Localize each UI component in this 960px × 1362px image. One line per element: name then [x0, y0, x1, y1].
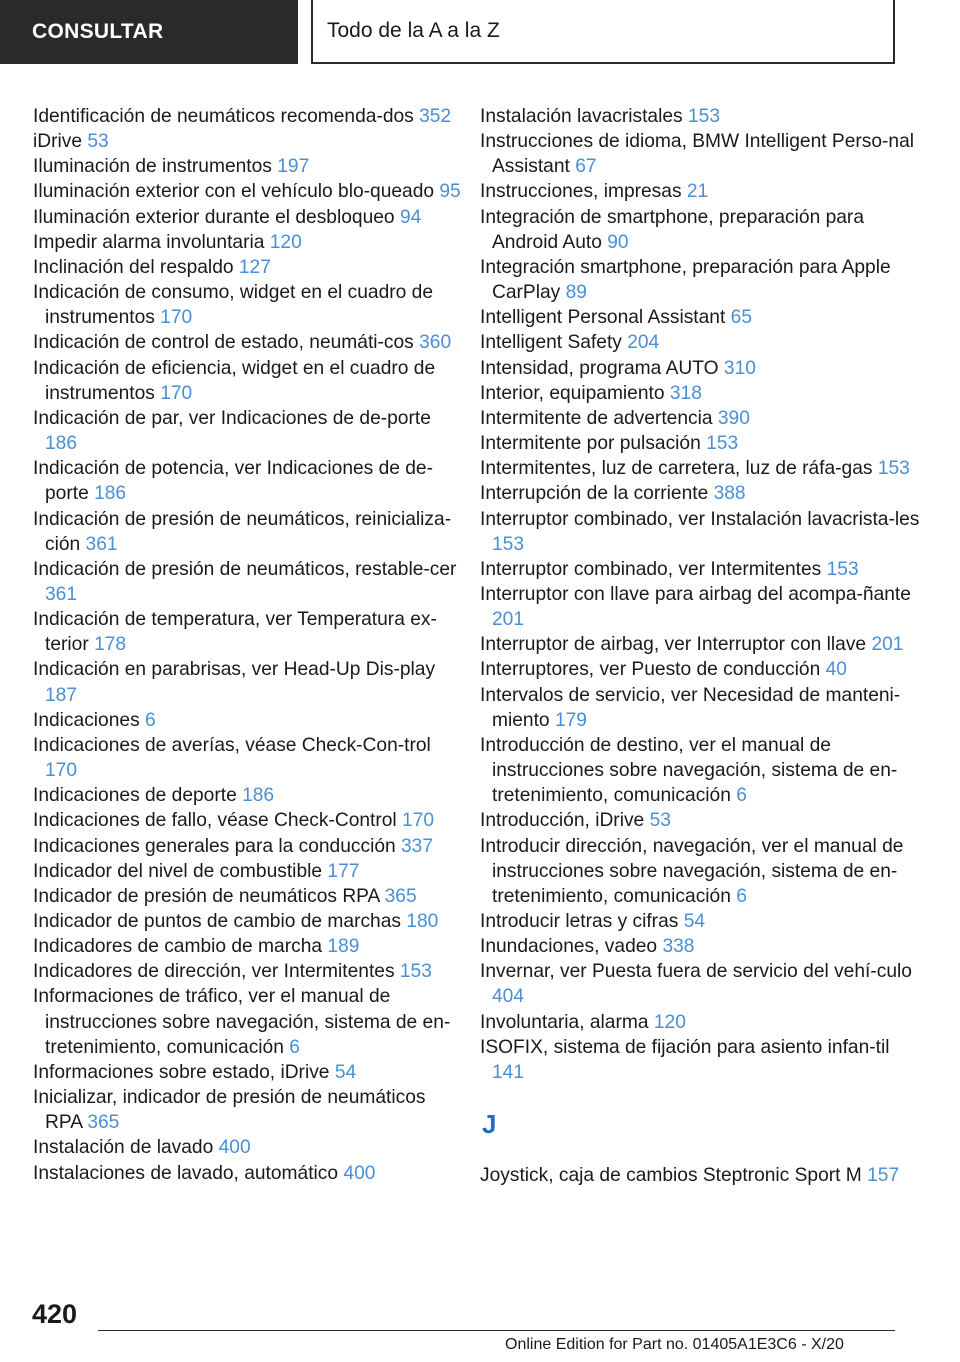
- index-entry: [480, 959, 920, 1009]
- index-entry-text: Introducir dirección, navegación, ver el manual de instrucciones sobre navegación, sistema de en‐tretenimiento, comunicación: [480, 835, 904, 907]
- index-entry: [33, 205, 463, 230]
- page-reference-link[interactable]: 201: [871, 634, 904, 656]
- index-entry: [33, 884, 463, 909]
- index-entry: [480, 909, 920, 934]
- index-entry: [33, 808, 463, 833]
- index-entry: [33, 104, 463, 129]
- index-entry: [480, 356, 920, 381]
- page-reference-link[interactable]: 153: [492, 533, 525, 555]
- page-reference-link[interactable]: 21: [686, 181, 709, 203]
- page-reference-link[interactable]: 180: [406, 911, 439, 932]
- index-entry-text: Instrucciones de idioma, BMW Intelligent Perso‐nal Assistant: [480, 131, 915, 178]
- index-entry-text: Involuntaria, alarma: [480, 1011, 649, 1033]
- page-reference-link[interactable]: 95: [439, 181, 461, 203]
- page-reference-link[interactable]: 40: [825, 659, 847, 681]
- index-entry: [480, 1035, 920, 1085]
- index-entry: [480, 456, 920, 481]
- index-entry: [33, 356, 463, 406]
- index-entry: [33, 557, 463, 607]
- index-entry: [480, 582, 920, 632]
- index-entry-text: Joystick, caja de cambios Steptronic Sport M: [480, 1165, 862, 1187]
- page-reference-link[interactable]: 186: [45, 433, 78, 455]
- index-entry-text: Intensidad, programa AUTO: [480, 357, 719, 379]
- page-reference-link[interactable]: 189: [327, 936, 360, 958]
- page-reference-link[interactable]: 404: [492, 986, 525, 1008]
- index-entry-text: Indicación de consumo, widget en el cuadro de instrumentos: [33, 282, 433, 329]
- page-reference-link[interactable]: 361: [85, 533, 118, 555]
- index-entry: [33, 1161, 463, 1186]
- page-reference-link[interactable]: 54: [334, 1061, 357, 1083]
- index-entry-text: Indicador del nivel de combustible: [33, 860, 323, 882]
- page-reference-link[interactable]: 178: [94, 634, 127, 656]
- index-entry: [480, 557, 920, 582]
- index-entry-text: Indicaciones de fallo, véase Check-Control: [33, 810, 397, 832]
- index-entry: [480, 179, 920, 204]
- index-entry: [480, 834, 920, 909]
- index-entry: [33, 1135, 463, 1160]
- page-reference-link[interactable]: 365: [87, 1112, 120, 1134]
- page-reference-link[interactable]: 338: [662, 936, 695, 958]
- index-entry: [33, 934, 463, 959]
- index-entry: [33, 783, 463, 808]
- index-entry-text: Indicaciones de deporte: [33, 785, 237, 807]
- index-entry: [480, 632, 920, 657]
- footer-divider: [98, 1330, 895, 1331]
- index-entry-text: Instalación de lavado: [33, 1137, 214, 1159]
- index-entry-text: Impedir alarma involuntaria: [33, 231, 265, 253]
- page-reference-link[interactable]: 352: [419, 106, 452, 127]
- index-entry-text: Iluminación exterior con el vehículo blo‐queado: [33, 181, 435, 203]
- index-entry: [480, 255, 920, 305]
- index-entry-text: Indicación de potencia, ver Indicaciones de de‐porte: [33, 458, 433, 505]
- page-reference-link[interactable]: 187: [45, 684, 78, 706]
- page-reference-link[interactable]: 186: [94, 483, 127, 505]
- page-reference-link[interactable]: 201: [492, 609, 525, 631]
- index-entry-text: Instrucciones, impresas: [480, 181, 682, 203]
- index-entry-text: Informaciones de tráfico, ver el manual de instrucciones sobre navegación, sistema de en‐tretenimiento, comunicación: [33, 986, 451, 1058]
- index-entry-text: Intermitente de advertencia: [480, 407, 713, 429]
- page-reference-link[interactable]: 318: [669, 382, 702, 404]
- page-reference-link[interactable]: 53: [649, 810, 671, 832]
- index-entry: [33, 179, 463, 204]
- index-entry-text: Interruptor combinado, ver Intermitentes: [480, 558, 822, 580]
- index-entry: [480, 733, 920, 808]
- index-entry-text: Intermitente por pulsación: [480, 433, 701, 455]
- page-reference-link[interactable]: 360: [419, 332, 452, 354]
- page-reference-link[interactable]: 141: [492, 1061, 525, 1083]
- index-entry: [33, 507, 463, 557]
- index-entry-text: Indicación de presión de neumáticos, restable‐cer: [33, 558, 457, 580]
- index-entry: [480, 1010, 920, 1035]
- index-entry-text: Indicación de par, ver Indicaciones de de‐porte: [33, 407, 431, 429]
- index-entry-text: Introducir letras y cifras: [480, 911, 679, 932]
- index-entry: [480, 1163, 920, 1188]
- page-reference-link[interactable]: 67: [575, 156, 597, 178]
- index-entry-text: Intelligent Safety: [480, 332, 622, 354]
- index-entry-text: Intermitentes, luz de carretera, luz de ráfa‐gas: [480, 458, 873, 480]
- index-entry-text: Indicadores de cambio de marcha: [33, 936, 323, 958]
- page-reference-link[interactable]: 177: [327, 860, 360, 882]
- index-entry: [480, 808, 920, 833]
- page-reference-link[interactable]: 120: [653, 1011, 686, 1033]
- index-entry: [480, 205, 920, 255]
- index-entry: [33, 859, 463, 884]
- index-entry-text: Iluminación exterior durante el desbloqueo: [33, 206, 395, 228]
- index-entry-text: Inclinación del respaldo: [33, 256, 234, 278]
- page-reference-link[interactable]: 170: [160, 307, 193, 329]
- index-entry-text: Iluminación de instrumentos: [33, 156, 272, 178]
- index-entry-text: Identificación de neumáticos recomenda‐dos: [33, 106, 414, 127]
- index-entry: [480, 683, 920, 733]
- page-reference-link[interactable]: 204: [627, 332, 660, 354]
- index-entry-text: Interrupción de la corriente: [480, 483, 709, 505]
- index-entry-text: Integración smartphone, preparación para Apple CarPlay: [480, 256, 891, 304]
- index-column-right: [480, 104, 920, 1188]
- index-entry-text: Indicación de temperatura, ver Temperatura ex‐terior: [33, 609, 437, 656]
- index-entry-text: Indicaciones de averías, véase Check-Con‐trol: [33, 734, 431, 756]
- index-entry: [480, 305, 920, 330]
- index-entry: [33, 129, 463, 154]
- index-entry-text: Intervalos de servicio, ver Necesidad de manteni‐miento: [480, 684, 901, 731]
- index-entry-text: Informaciones sobre estado, iDrive: [33, 1061, 330, 1083]
- index-entry: [33, 959, 463, 984]
- page-reference-link[interactable]: 170: [160, 382, 193, 404]
- index-entry: [480, 381, 920, 406]
- page-reference-link[interactable]: 127: [238, 256, 271, 278]
- index-entry-text: Invernar, ver Puesta fuera de servicio del vehí‐culo: [480, 961, 912, 983]
- index-entry-text: Indicación de presión de neumáticos, reinicializa‐ción: [33, 508, 452, 555]
- page-reference-link[interactable]: 6: [736, 885, 747, 907]
- page-reference-link[interactable]: 390: [717, 407, 750, 429]
- index-entry-text: Indicador de puntos de cambio de marchas: [33, 911, 401, 932]
- index-entry: [33, 708, 463, 733]
- index-entry-text: Instalaciones de lavado, automático: [33, 1162, 339, 1184]
- index-entry: [480, 507, 920, 557]
- page-reference-link[interactable]: 153: [826, 558, 859, 580]
- page-reference-link[interactable]: 6: [736, 785, 747, 807]
- page-reference-link[interactable]: 400: [218, 1137, 251, 1159]
- page-reference-link[interactable]: 94: [399, 206, 422, 228]
- page-reference-link[interactable]: 6: [289, 1036, 300, 1058]
- page-reference-link[interactable]: 153: [687, 106, 720, 127]
- index-entry-text: Interruptor de airbag, ver Interruptor con llave: [480, 634, 867, 656]
- index-entry-text: Interruptores, ver Puesto de conducción: [480, 659, 821, 681]
- page-reference-link[interactable]: 54: [683, 911, 706, 932]
- index-entry-text: Inicializar, indicador de presión de neumáticos RPA: [33, 1087, 426, 1134]
- index-entry-text: Integración de smartphone, preparación para Android Auto: [480, 206, 864, 253]
- index-entry: [33, 1085, 463, 1135]
- index-entry: [33, 984, 463, 1059]
- index-entry-text: Indicaciones generales para la conducción: [33, 835, 396, 857]
- index-entry: [33, 909, 463, 934]
- index-column-left: [33, 104, 463, 1186]
- index-entry-text: Interruptor con llave para airbag del acompa‐ñante: [480, 583, 911, 605]
- chapter-title-tab: Todo de la A a la Z: [311, 0, 895, 64]
- page-reference-link[interactable]: 179: [554, 709, 587, 731]
- page-reference-link[interactable]: 157: [867, 1165, 900, 1187]
- page-reference-link[interactable]: 6: [145, 709, 156, 731]
- index-entry-text: Interruptor combinado, ver Instalación lavacrista‐les: [480, 508, 920, 530]
- index-entry: [33, 280, 463, 330]
- page-reference-link[interactable]: 170: [402, 810, 435, 832]
- index-entry-text: Introducción de destino, ver el manual de instrucciones sobre navegación, sistema de en‐tretenimiento, comunicación: [480, 734, 898, 807]
- index-entry-text: Indicación en parabrisas, ver Head-Up Dis‐play: [33, 659, 436, 681]
- index-entry: [480, 330, 920, 355]
- page-header: [0, 0, 960, 66]
- page-reference-link[interactable]: 153: [706, 433, 739, 455]
- index-entry: [480, 934, 920, 959]
- index-entry: [480, 129, 920, 179]
- page-reference-link[interactable]: 65: [730, 307, 753, 329]
- page-reference-link[interactable]: 365: [384, 885, 417, 907]
- page-reference-link[interactable]: 120: [269, 231, 302, 253]
- index-entry-text: Indicación de control de estado, neumáti‐cos: [33, 332, 414, 354]
- index-entry: [33, 406, 463, 456]
- index-entry-text: Indicador de presión de neumáticos RPA: [33, 885, 380, 907]
- page-reference-link[interactable]: 337: [401, 835, 434, 857]
- index-entry-text: ISOFIX, sistema de fijación para asiento infan‐til: [480, 1036, 890, 1058]
- index-entry: [480, 104, 920, 129]
- page-reference-link[interactable]: 310: [723, 357, 756, 379]
- page-reference-link[interactable]: 90: [607, 231, 629, 253]
- page-reference-link[interactable]: 186: [242, 785, 275, 807]
- index-entry-text: Indicación de eficiencia, widget en el cuadro de instrumentos: [33, 357, 436, 404]
- index-entry: [33, 834, 463, 859]
- page-reference-link[interactable]: 153: [877, 458, 910, 480]
- index-entry: [33, 230, 463, 255]
- page-reference-link[interactable]: 400: [343, 1162, 376, 1184]
- index-entry: [480, 431, 920, 456]
- index-entry-text: Instalación lavacristales: [480, 106, 683, 127]
- page-reference-link[interactable]: 197: [277, 156, 310, 178]
- index-entry-text: Indicadores de dirección, ver Intermitentes: [33, 961, 395, 983]
- index-entry-text: Indicaciones: [33, 709, 140, 731]
- index-entry: [480, 481, 920, 506]
- index-entry: [33, 733, 463, 783]
- index-entry: [33, 330, 463, 355]
- index-entry: [33, 1060, 463, 1085]
- index-entry-text: Interior, equipamiento: [480, 382, 665, 404]
- index-entry: [480, 406, 920, 431]
- page-reference-link[interactable]: 170: [45, 760, 78, 782]
- index-entry-text: Inundaciones, vadeo: [480, 936, 658, 958]
- index-entry-text: iDrive: [33, 131, 83, 153]
- index-entry: [33, 154, 463, 179]
- index-entry: [33, 255, 463, 280]
- index-entry: [480, 657, 920, 682]
- index-entry: [33, 607, 463, 657]
- page-number: 420: [32, 1299, 78, 1329]
- index-entry-text: Introducción, iDrive: [480, 810, 645, 832]
- index-entry: [33, 456, 463, 506]
- page-reference-link[interactable]: 53: [87, 131, 109, 153]
- page-reference-link[interactable]: 153: [399, 961, 432, 983]
- index-entry-text: Intelligent Personal Assistant: [480, 307, 726, 329]
- page-reference-link[interactable]: 388: [713, 483, 746, 505]
- index-section-letter: J: [482, 1109, 497, 1140]
- edition-note: Online Edition for Part no. 01405A1E3C6 - X/20: [505, 1336, 844, 1353]
- index-entry: [33, 657, 463, 707]
- page-reference-link[interactable]: 361: [45, 583, 78, 605]
- page-reference-link[interactable]: 89: [565, 282, 587, 304]
- section-tab: CONSULTAR: [0, 0, 298, 64]
